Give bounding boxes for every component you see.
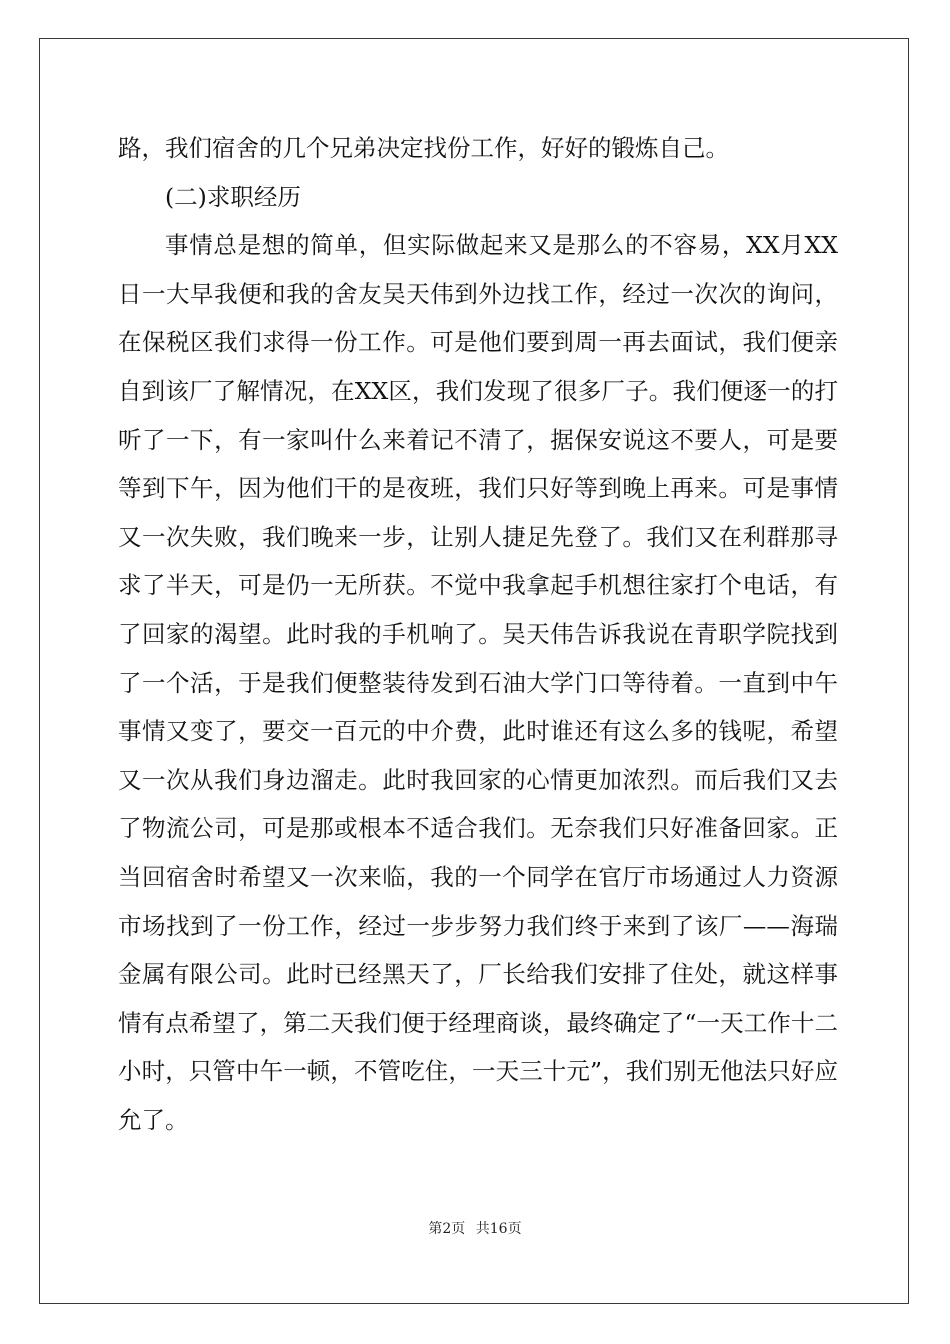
total-pages: 共16页	[475, 1221, 522, 1237]
document-body	[118, 124, 838, 1144]
page-number: 第2页	[428, 1221, 466, 1237]
page-footer	[0, 1218, 950, 1238]
paragraph-continuation: 路，我们宿舍的几个兄弟决定找份工作，好好的锻炼自己。	[118, 134, 729, 162]
paragraph-job-search: 事情总是想的简单，但实际做起来又是那么的不容易，XX月XX日一大早我便和我的舍友吴天伟到外边找工作，经过一次次的询问，在保税区我们求得一份工作。可是他们要到周一再去面试，我们便亲自到该厂了解情况，在XX区，我们发现了很多厂子。我们便逐一的打听了一下，有一家叫什么来着记不清了，据保安说这不要人，可是要等到下午，因为他们干的是夜班，我们只好等到晚上再来。可是事情又一次失败，我们晚来一步，让别人捷足先登了。我们又在利群那寻求了半天，可是仍一无所获。不觉中我拿起手机想往家打个电话，有了回家的渴望。此时我的手机响了。吴天伟告诉我说在青职学院找到了一个活，于是我们便整装待发到石油大学门口等待着。一直到中午事情又变了，要交一百元的中介费，此时谁还有这么多的钱呢，希望又一次从我们身边溜走。此时我回家的心情更加浓烈。而后我们又去了物流公司，可是那或根本不适合我们。无奈我们只好准备回家。正当回宿舍时希望又一次来临，我的一个同学在官厅市场通过人力资源市场找到了一份工作，经过一步步努力我们终于来到了该厂——海瑞金属有限公司。此时已经黑天了，厂长给我们安排了住处，就这样事情有点希望了，第二天我们便于经理商谈，最终确定了“一天工作十二小时，只管中午一顿，不管吃住，一天三十元”，我们别无他法只好应允了。	[118, 231, 838, 1134]
section-heading: (二)求职经历	[165, 182, 301, 211]
